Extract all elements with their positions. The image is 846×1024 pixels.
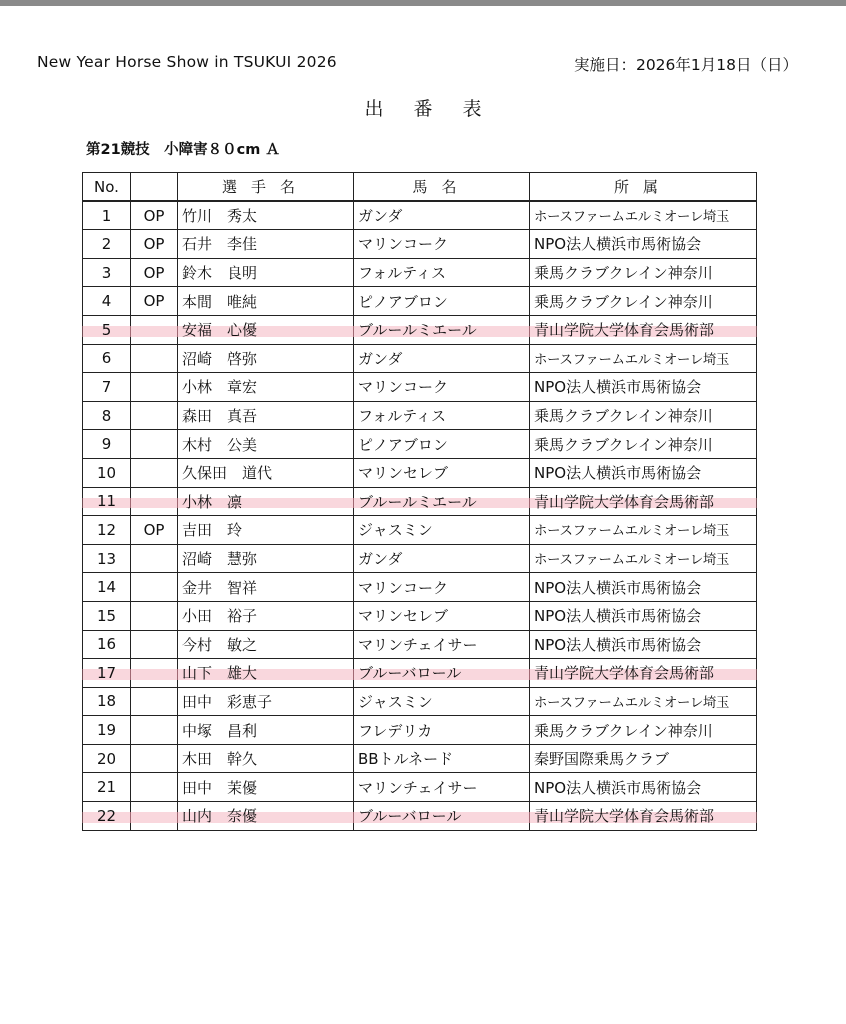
row-number [83,430,131,459]
row-rider-text: 山下 雄大 [182,664,258,683]
row-rider-text: 田中 彩恵子 [182,692,273,711]
row-number [83,487,131,516]
row-rider-text: 本間 唯純 [182,292,258,311]
table-row [83,344,757,373]
row-op [131,401,178,430]
row-op [131,344,178,373]
row-op-text: OP [143,263,165,282]
row-rider [178,430,354,459]
row-horse-text: ジャスミン [358,521,433,540]
row-op [131,458,178,487]
header-rider: 選手名 [178,173,354,202]
row-affiliation-text: NPO法人横浜市馬術協会 [534,778,702,797]
row-number-text: 21 [96,778,117,797]
row-number-text: 18 [96,692,117,711]
row-horse [354,773,530,802]
row-number [83,601,131,630]
table-row [83,401,757,430]
row-horse-text: ブルーバロール [358,807,462,826]
row-affiliation [530,258,757,287]
start-order-table [82,172,757,831]
row-horse [354,802,530,831]
row-horse [354,373,530,402]
row-number [83,659,131,688]
row-op [131,687,178,716]
row-rider [178,659,354,688]
row-horse [354,630,530,659]
row-rider [178,516,354,545]
row-op [131,802,178,831]
row-rider-text: 木田 幹久 [182,750,258,769]
row-rider [178,230,354,259]
row-affiliation-text: 乗馬クラブクレイン神奈川 [534,435,713,454]
row-number [83,773,131,802]
row-number-text: 9 [101,435,112,454]
row-affiliation-text: 乗馬クラブクレイン神奈川 [534,264,713,283]
row-horse [354,687,530,716]
table-row [83,458,757,487]
header-affiliation: 所属 [530,173,757,202]
row-op [131,516,178,545]
row-horse [354,516,530,545]
row-rider-text: 小田 裕子 [182,607,258,626]
row-affiliation-text: NPO法人横浜市馬術協会 [534,607,702,626]
row-horse-text: フレデリカ [358,721,433,740]
row-affiliation [530,659,757,688]
row-horse [354,230,530,259]
row-affiliation-text: 青山学院大学体育会馬術部 [534,321,715,340]
row-rider-text: 中塚 昌利 [182,721,258,740]
table-row [83,773,757,802]
row-number-text: 8 [101,406,112,425]
row-horse [354,315,530,344]
row-affiliation-text: NPO法人横浜市馬術協会 [534,464,702,483]
row-affiliation [530,373,757,402]
table-row [83,601,757,630]
row-horse [354,601,530,630]
row-op-text: OP [143,292,165,311]
row-rider [178,258,354,287]
row-number [83,630,131,659]
table-row [83,687,757,716]
row-op [131,573,178,602]
row-number-text: 12 [96,520,117,539]
row-horse [354,487,530,516]
table-row [83,802,757,831]
table-row [83,544,757,573]
row-affiliation [530,773,757,802]
row-op [131,201,178,230]
row-rider-text: 森田 真吾 [182,407,258,426]
row-affiliation [530,344,757,373]
row-horse-text: マリンセレブ [358,464,449,483]
row-number [83,344,131,373]
row-rider [178,287,354,316]
row-rider [178,487,354,516]
table-row [83,230,757,259]
row-affiliation-text: NPO法人横浜市馬術協会 [534,235,702,254]
row-affiliation-text: ホースファームエルミオーレ埼玉 [534,352,730,368]
table-row [83,201,757,230]
row-affiliation [530,544,757,573]
row-rider [178,744,354,773]
row-affiliation [530,430,757,459]
row-op [131,544,178,573]
row-op [131,287,178,316]
row-rider [178,201,354,230]
row-number-text: 10 [96,463,117,482]
row-affiliation [530,315,757,344]
row-horse [354,659,530,688]
row-horse-text: フォルティス [358,407,447,426]
row-number-text: 11 [96,492,117,511]
row-number-text: 16 [96,635,117,654]
row-op-text: OP [143,520,165,539]
row-op [131,659,178,688]
row-rider-text: 小林 凛 [182,492,243,511]
table-row [83,373,757,402]
row-rider-text: 沼崎 啓弥 [182,349,258,368]
row-affiliation [530,802,757,831]
row-rider [178,544,354,573]
row-horse-text: ガンダ [358,349,403,368]
row-op [131,373,178,402]
row-horse [354,744,530,773]
row-number [83,315,131,344]
row-affiliation [530,458,757,487]
row-number [83,802,131,831]
event-date: 実施日：2026年1月18日（日） [573,56,798,74]
row-affiliation [530,401,757,430]
row-rider-text: 山内 奈優 [182,807,258,826]
table-row [83,315,757,344]
row-op [131,744,178,773]
row-rider [178,630,354,659]
row-number [83,744,131,773]
row-affiliation [530,487,757,516]
row-horse [354,716,530,745]
table-header-row [83,173,757,202]
row-affiliation-text: 青山学院大学体育会馬術部 [534,492,715,511]
row-affiliation [530,573,757,602]
row-affiliation [530,287,757,316]
row-affiliation-text: NPO法人横浜市馬術協会 [534,578,702,597]
row-rider-text: 田中 茉優 [182,778,258,797]
row-number [83,458,131,487]
row-affiliation-text: NPO法人横浜市馬術協会 [534,378,702,397]
row-rider [178,401,354,430]
row-rider [178,344,354,373]
row-affiliation-text: NPO法人横浜市馬術協会 [534,635,702,654]
row-affiliation [530,687,757,716]
row-horse [354,201,530,230]
row-affiliation [530,230,757,259]
row-rider-text: 久保田 道代 [182,464,273,483]
row-number-text: 2 [101,234,112,253]
row-op [131,315,178,344]
row-number [83,716,131,745]
row-number-text: 17 [96,663,117,682]
row-rider-text: 竹川 秀太 [182,207,258,226]
header-op [131,173,178,202]
table-row [83,487,757,516]
row-horse [354,544,530,573]
row-op [131,230,178,259]
row-op [131,601,178,630]
row-number-text: 6 [101,349,112,368]
table-row [83,630,757,659]
row-affiliation [530,516,757,545]
row-affiliation [530,201,757,230]
row-affiliation [530,601,757,630]
top-bar [0,0,846,6]
row-number-text: 3 [101,263,112,282]
row-rider-text: 木村 公美 [182,435,258,454]
row-number [83,230,131,259]
row-horse-text: ブルーバロール [358,664,462,683]
row-rider-text: 鈴木 良明 [182,264,258,283]
row-horse [354,258,530,287]
table-row [83,258,757,287]
row-horse [354,287,530,316]
row-number [83,287,131,316]
row-affiliation-text: 青山学院大学体育会馬術部 [534,664,715,683]
table-row [83,430,757,459]
row-rider [178,601,354,630]
row-affiliation-text: 青山学院大学体育会馬術部 [534,807,715,826]
row-horse-text: マリンコーク [358,578,449,597]
row-number-text: 4 [101,292,112,311]
row-horse [354,430,530,459]
row-affiliation-text: 乗馬クラブクレイン神奈川 [534,407,713,426]
row-number-text: 1 [101,206,112,225]
row-affiliation-text: 秦野国際乗馬クラブ [534,750,670,769]
row-rider-text: 吉田 玲 [182,521,243,540]
row-op [131,630,178,659]
table-row [83,716,757,745]
row-op [131,716,178,745]
row-rider-text: 今村 敏之 [182,635,258,654]
row-horse-text: ピノアブロン [358,292,448,311]
row-number [83,544,131,573]
table-row [83,573,757,602]
row-rider-text: 安福 心優 [182,321,258,340]
row-rider [178,373,354,402]
row-horse-text: ブルールミエール [358,321,477,340]
row-number-text: 14 [96,578,117,597]
row-number-text: 22 [96,806,117,825]
table-row [83,744,757,773]
row-rider-text: 石井 李佳 [182,235,258,254]
row-rider [178,716,354,745]
row-horse-text: ガンダ [358,207,403,226]
table-row [83,287,757,316]
row-affiliation-text: ホースファームエルミオーレ埼玉 [534,524,730,540]
row-affiliation-text: 乗馬クラブクレイン神奈川 [534,721,713,740]
table-row [83,516,757,545]
row-number-text: 7 [101,377,112,396]
row-rider [178,773,354,802]
document-title: 出番表 [364,98,512,120]
row-horse [354,344,530,373]
row-op [131,430,178,459]
row-op [131,258,178,287]
row-op [131,487,178,516]
row-horse [354,401,530,430]
row-number [83,516,131,545]
row-number [83,201,131,230]
row-horse-text: マリンチェイサー [358,635,478,654]
row-affiliation [530,744,757,773]
row-horse [354,458,530,487]
header-horse: 馬名 [354,173,530,202]
row-number-text: 19 [96,721,117,740]
header-no: No. [83,173,131,202]
row-number [83,258,131,287]
row-horse-text: マリンコーク [358,378,449,397]
row-horse-text: ガンダ [358,550,403,569]
row-number-text: 15 [96,606,117,625]
row-rider-text: 沼崎 慧弥 [182,550,258,569]
table-body [83,201,757,830]
row-affiliation [530,630,757,659]
row-rider-text: 小林 章宏 [182,378,258,397]
row-rider [178,687,354,716]
row-rider-text: 金井 智祥 [182,578,258,597]
row-affiliation [530,716,757,745]
row-number-text: 5 [101,320,112,339]
row-rider [178,573,354,602]
row-affiliation-text: ホースファームエルミオーレ埼玉 [534,695,730,711]
row-horse-text: マリンチェイサー [358,778,478,797]
row-affiliation-text: ホースファームエルミオーレ埼玉 [534,210,730,226]
row-rider [178,315,354,344]
row-number [83,687,131,716]
row-number [83,373,131,402]
row-horse-text: フォルティス [358,264,447,283]
row-op-text: OP [143,234,165,253]
row-number [83,401,131,430]
row-horse-text: ピノアブロン [358,435,448,454]
row-horse-text: BBトルネード [358,750,454,769]
row-affiliation-text: 乗馬クラブクレイン神奈川 [534,292,713,311]
row-horse-text: ジャスミン [358,692,433,711]
row-rider [178,458,354,487]
row-horse-text: ブルールミエール [358,492,477,511]
row-horse [354,573,530,602]
row-affiliation-text: ホースファームエルミオーレ埼玉 [534,553,730,569]
competition-title: 第21競技 小障害８０cm Ａ [86,142,280,158]
row-op [131,773,178,802]
row-op-text: OP [143,206,165,225]
event-name: New Year Horse Show in TSUKUI 2026 [37,53,337,71]
row-number-text: 20 [96,749,117,768]
row-number-text: 13 [96,549,117,568]
row-horse-text: マリンコーク [358,235,449,254]
table-row [83,659,757,688]
row-rider [178,802,354,831]
row-horse-text: マリンセレブ [358,607,449,626]
row-number [83,573,131,602]
